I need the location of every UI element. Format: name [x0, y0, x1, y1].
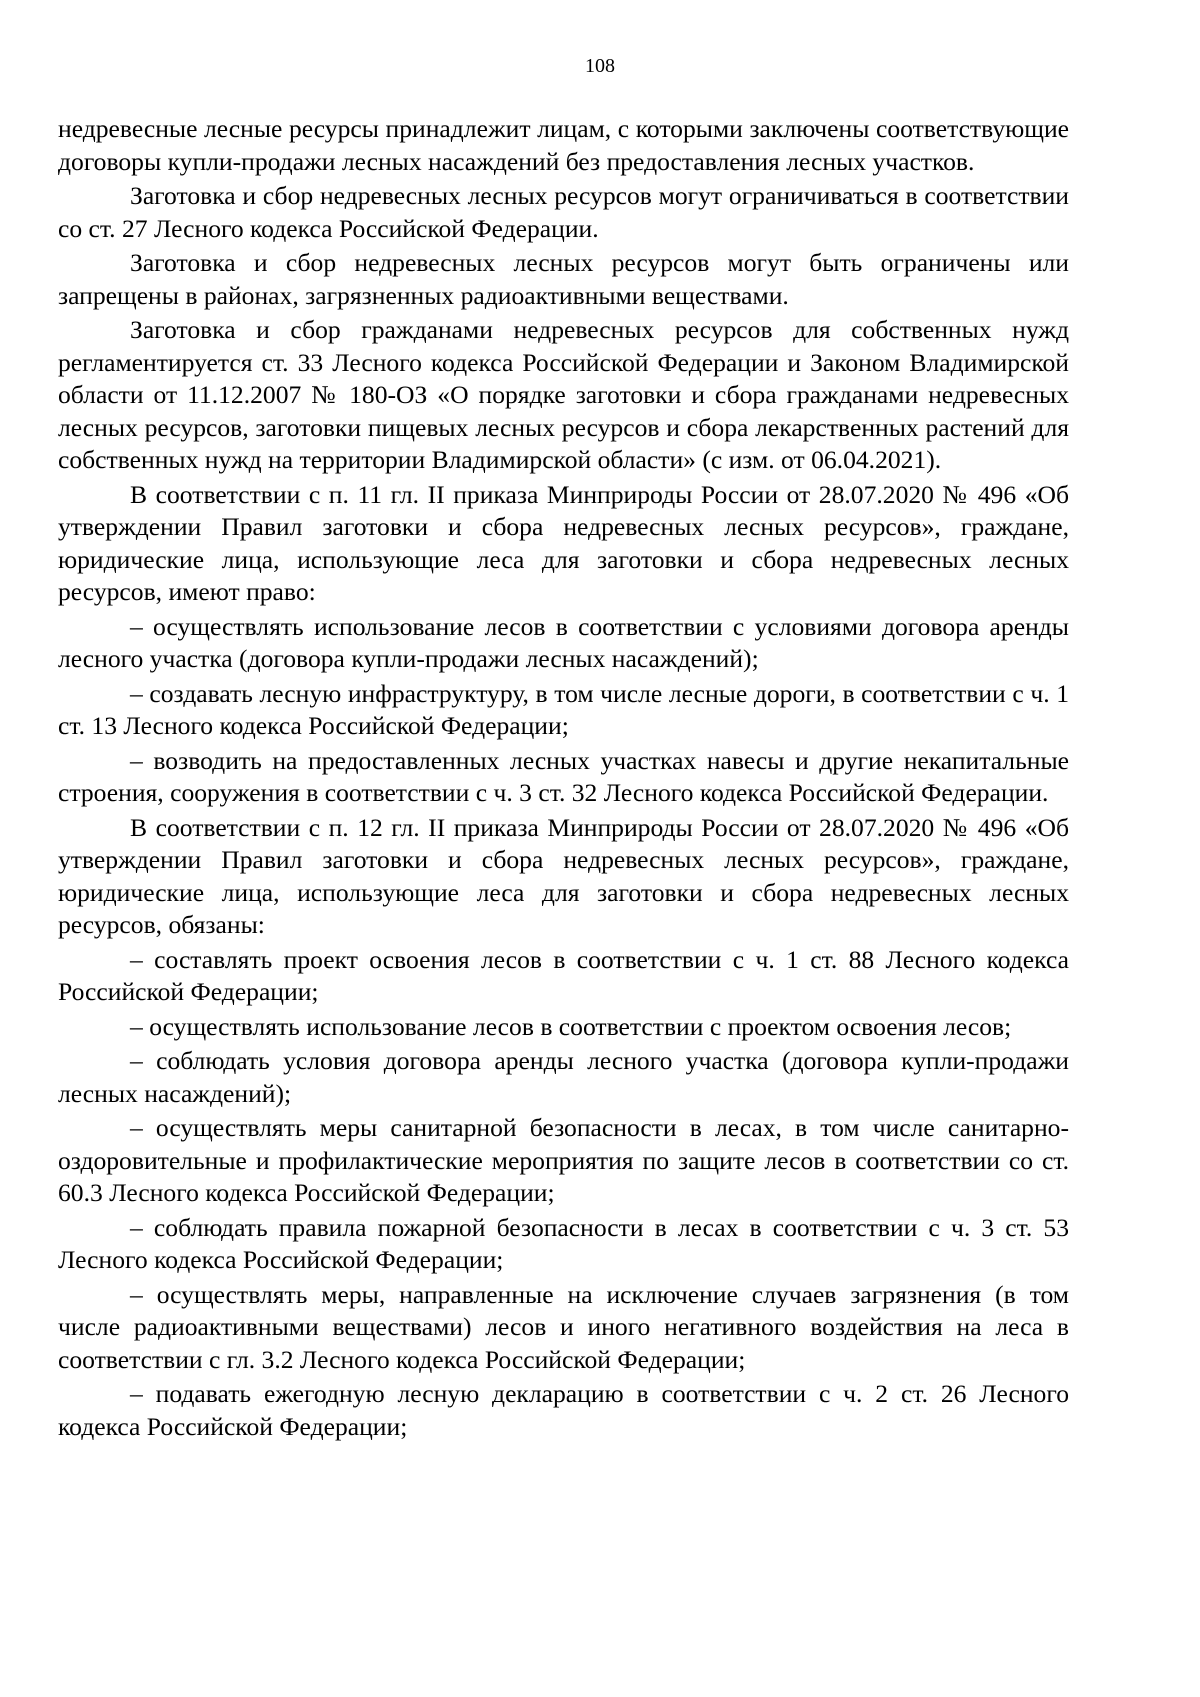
paragraph: Заготовка и сбор недревесных лесных ресурсов могут быть ограничены или запрещены в районах, загрязненных радиоактивными веществами.: [58, 248, 1069, 310]
list-item-right: – возводить на предоставленных лесных участках навесы и другие некапитальные строения, сооружения в соответствии с ч. 3 ст. 32 Лесного кодекса Российской Федерации.: [58, 745, 1069, 807]
paragraph: В соответствии с п. 11 гл. II приказа Минприроды России от 28.07.2020 № 496 «Об утверждении Правил заготовки и сбора недревесных лесных ресурсов», граждане, юридические лица, использующие леса для заготовки и сбора недревесных лесных ресурсов, имеют право:: [58, 479, 1069, 606]
document-body: [58, 113, 1069, 1445]
list-item-obligation: – соблюдать правила пожарной безопасности в лесах в соответствии с ч. 3 ст. 53 Лесного кодекса Российской Федерации;: [58, 1212, 1069, 1274]
paragraph: Заготовка и сбор гражданами недревесных ресурсов для собственных нужд регламентируется ст. 33 Лесного кодекса Российской Федерации и Законом Владимирской области от 11.12.2007 № 180-ОЗ «О порядке заготовки и сбора гражданами недревесных лесных ресурсов, заготовки пищевых лесных ресурсов и сбора лекарственных растений для собственных нужд на территории Владимирской области» (с изм. от 06.04.2021).: [58, 315, 1069, 474]
list-item-right: – создавать лесную инфраструктуру, в том числе лесные дороги, в соответствии с ч. 1 ст. 13 Лесного кодекса Российской Федерации;: [58, 678, 1069, 740]
list-item-obligation: – соблюдать условия договора аренды лесного участка (договора купли-продажи лесных насаждений);: [58, 1046, 1069, 1108]
page-number: 108: [585, 55, 615, 77]
paragraph: Заготовка и сбор недревесных лесных ресурсов могут ограничиваться в соответствии со ст. 27 Лесного кодекса Российской Федерации.: [58, 181, 1069, 243]
list-item-right: – осуществлять использование лесов в соответствии с условиями договора аренды лесного участка (договора купли-продажи лесных насаждений);: [58, 611, 1069, 673]
paragraph-continuation: недревесные лесные ресурсы принадлежит лицам, с которыми заключены соответствующие договоры купли-продажи лесных насаждений без предоставления лесных участков.: [58, 114, 1069, 176]
list-item-obligation: – осуществлять использование лесов в соответствии с проектом освоения лесов;: [130, 1011, 1012, 1041]
list-item-obligation: – подавать ежегодную лесную декларацию в соответствии с ч. 2 ст. 26 Лесного кодекса Российской Федерации;: [58, 1379, 1069, 1441]
list-item-obligation: – осуществлять меры санитарной безопасности в лесах, в том числе санитарно-оздоровительные и профилактические мероприятия по защите лесов в соответствии со ст. 60.3 Лесного кодекса Российской Федерации;: [58, 1113, 1069, 1207]
paragraph: В соответствии с п. 12 гл. II приказа Минприроды России от 28.07.2020 № 496 «Об утверждении Правил заготовки и сбора недревесных лесных ресурсов», граждане, юридические лица, использующие леса для заготовки и сбора недревесных лесных ресурсов, обязаны:: [58, 812, 1069, 939]
list-item-obligation: – осуществлять меры, направленные на исключение случаев загрязнения (в том числе радиоактивными веществами) лесов и иного негативного воздействия на леса в соответствии с гл. 3.2 Лесного кодекса Российской Федерации;: [58, 1279, 1069, 1374]
list-item-obligation: – составлять проект освоения лесов в соответствии с ч. 1 ст. 88 Лесного кодекса Российской Федерации;: [58, 944, 1069, 1006]
